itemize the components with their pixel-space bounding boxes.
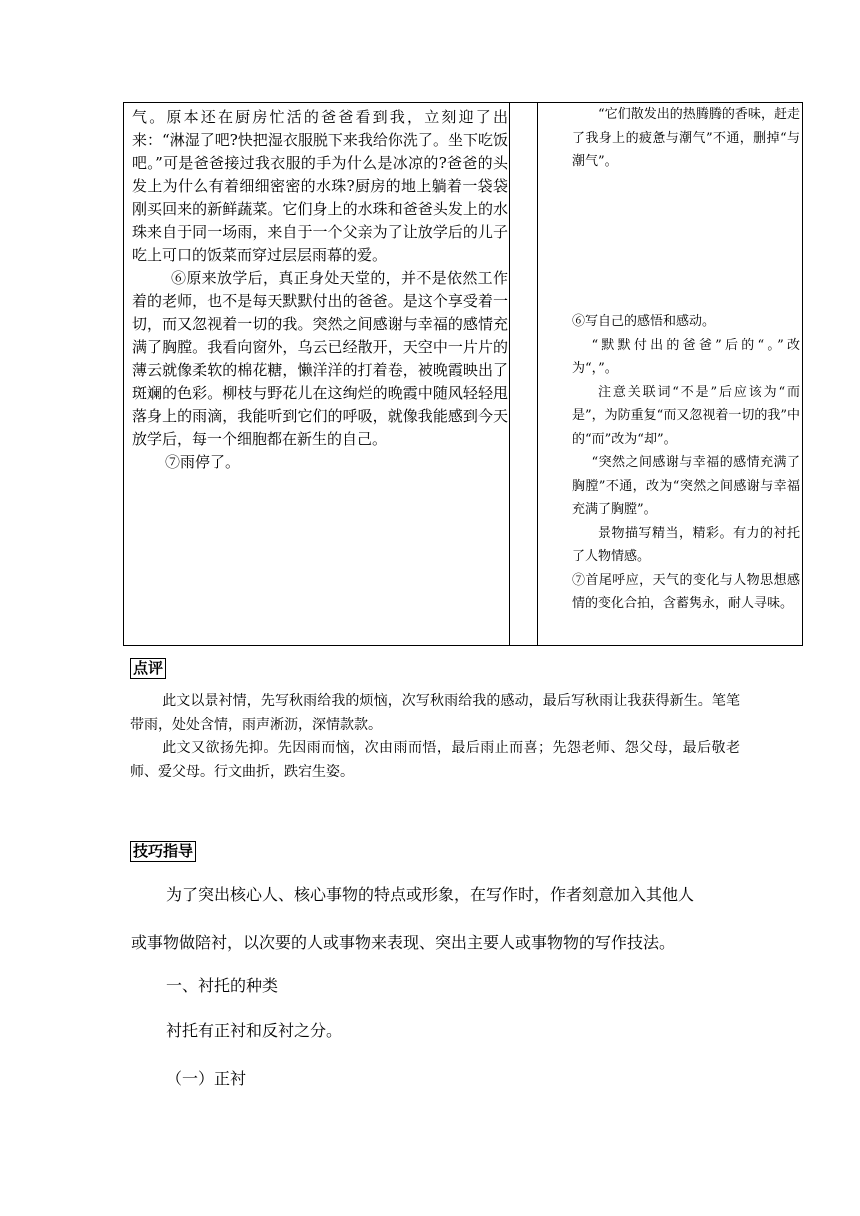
revision-note-6d: 景物描写精当，精彩。有力的衬托了人物情感。 [572,525,800,564]
revision-note-6b: 注意关联词“不是”后应该为“而是”，为防重复“而又忽视着一切的我”中的“而”改为“却”。 [572,384,800,447]
essay-paragraph-5-end: 气。原本还在厨房忙活的爸爸看到我，立刻迎了出来：“淋湿了吧?快把湿衣服脱下来我给你洗了。坐下吃饭吧。”可是爸爸接过我衣服的手为什么是冰凉的?爸爸的头发上为什么有着细细密密的水珠?厨房的地上躺着一袋袋刚买回来的新鲜蔬菜。它们身上的水珠和爸爸头发上的水珠来自于同一场雨，来自于一个父亲为了让放学后的儿子吃上可口的饭菜而穿过层层雨幕的爱。 [132,108,508,264]
comment-heading: 点评 [130,658,166,679]
revision-note-6a: “默默付出的爸爸”后的“。”改为“，”。 [572,337,800,376]
revision-note-7: ⑦首尾呼应，天气的变化与人物思想感情的变化合拍，含蓄隽永，耐人寻味。 [572,572,800,611]
comment-cell-top [572,103,800,174]
comment-paragraph-1: 此文以景衬情，先写秋雨给我的烦恼，次写秋雨给我的感动，最后写秋雨让我获得新生。笔笔带雨，处处含情，雨声淅沥，深情款款。 [130,693,740,733]
section-heading-types: 一、衬托的种类 [166,976,279,995]
comment-cell-bottom [572,310,800,616]
essay-paragraph-7: ⑦雨停了。 [165,453,241,471]
column-divider-2 [537,103,538,645]
revision-note-5: “它们散发出的热腾腾的香味，赶走了我身上的疲惫与潮气”不通，删掉“与潮气”。 [572,107,800,169]
guide-heading: 技巧指导 [130,841,196,862]
column-divider-1 [509,103,510,645]
essay-text-cell [132,106,508,474]
subsection-heading-positive: （一）正衬 [166,1069,247,1088]
revision-note-6-summary: ⑥写自己的感悟和感动。 [572,314,716,329]
comment-body [130,690,740,784]
essay-table [123,102,803,646]
guide-line-1: 为了突出核心人、核心事物的特点或形象，在写作时，作者刻意加入其他人 [166,885,695,904]
section-types-text: 衬托有正衬和反衬之分。 [166,1021,343,1040]
comment-paragraph-2: 此文又欲扬先抑。先因雨而恼，次由雨而悟，最后雨止而喜；先怨老师、怨父母，最后敬老师、爱父母。行文曲折，跌宕生姿。 [130,740,740,780]
essay-paragraph-6: ⑥原来放学后，真正身处天堂的，并不是依然工作着的老师，也不是每天默默付出的爸爸。是这个享受着一切，而又忽视着一切的我。突然之间感谢与幸福的感情充满了胸膛。我看向窗外，乌云已经散开，天空中一片片的薄云就像柔软的棉花糖，懒洋洋的打着卷，被晚霞映出了斑斓的色彩。柳枝与野花儿在这绚烂的晚霞中随风轻轻甩落身上的雨滴，我能听到它们的呼吸，就像我能感到今天放学后，每一个细胞都在新生的自己。 [132,269,508,448]
guide-line-2: 或事物做陪衬，以次要的人或事物来表现、突出主要人或事物物的写作技法。 [131,933,676,952]
revision-note-6c: “突然之间感谢与幸福的感情充满了胸膛”不通，改为“突然之间感谢与幸福充满了胸膛”。 [572,455,800,517]
